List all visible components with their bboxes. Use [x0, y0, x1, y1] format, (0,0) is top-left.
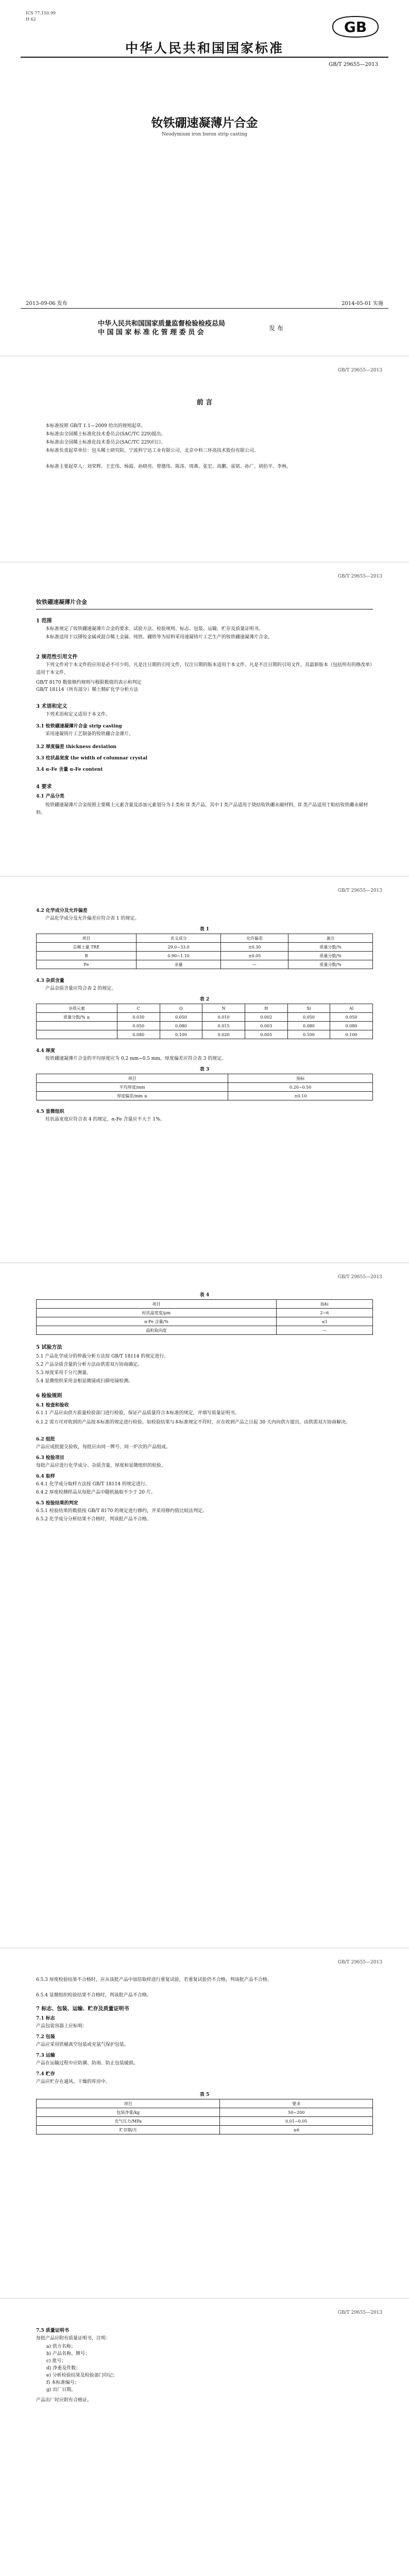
- table-cell: 充气压力/MPa: [37, 2117, 220, 2126]
- table-cell: ≤1: [276, 1317, 372, 1326]
- table-cell: Fe: [37, 960, 137, 969]
- section-text: 下列术语和定义适用于本文件。: [45, 712, 111, 717]
- table-cell: 0.90~1.10: [137, 952, 221, 960]
- table-cell: ±0.10: [228, 1092, 373, 1100]
- table-row: [37, 2108, 373, 2117]
- subsection-heading: 4.4 厚度: [36, 1048, 55, 1054]
- table-caption: 表 1: [199, 927, 210, 932]
- table-cell: α-Fe 含量/%: [37, 1317, 277, 1326]
- table-row: [37, 2117, 373, 2126]
- table-cell: —: [276, 1326, 372, 1335]
- content-page-2: [21, 881, 388, 1221]
- section-text: 产品化学成分及允许偏差应符合表 1 的规定。: [45, 916, 140, 921]
- table-cell: 柱状晶宽度/μm: [37, 1309, 277, 1317]
- table-cell: 厚度偏差/mm ≤: [37, 1092, 228, 1100]
- content-page-3: [21, 1267, 388, 1577]
- table-row: [37, 1309, 373, 1317]
- clause-line: 每批产品应附有质量证明书，注明：: [36, 2336, 111, 2341]
- table-cell: 0.100: [330, 1030, 373, 1039]
- table-cell: 0.050: [117, 1022, 160, 1030]
- table-header-row: [37, 2099, 373, 2108]
- table-header-cell: N: [202, 1004, 245, 1013]
- clause-line: 6.1.2 需方可对收到的产品按本标准的规定进行检验。如检验结果与本标准规定不符时，应在收到产品之日起 30 天内向供方提出，由供需双方协商解决。: [36, 1420, 350, 1425]
- term-def: 采用速凝铸片工艺制备的钕铁硼合金薄片。: [45, 732, 134, 737]
- table-cell: 0.100: [287, 1030, 330, 1039]
- cover-page: [21, 5, 388, 345]
- table-cell: 晶粒取向度: [37, 1326, 277, 1335]
- ics-line: ICS 77.150.99: [26, 11, 56, 15]
- page-separator: [0, 1262, 409, 1263]
- table-caption: 表 3: [199, 1067, 210, 1072]
- table-cell: 0.050: [330, 1013, 373, 1022]
- table-caption: 表 2: [199, 997, 210, 1002]
- impurity-table: [36, 1004, 373, 1039]
- subsection-heading: 6.4 取样: [36, 1474, 55, 1479]
- page-header: GB/T 29655—2013: [337, 888, 382, 893]
- ics-code: [26, 10, 56, 23]
- list-item: a) 供方名称；: [46, 2344, 76, 2349]
- table-cell: 29.0~33.0: [137, 943, 221, 952]
- table-caption: 表 5: [199, 2092, 210, 2097]
- section-text: 产品杂质含量应符合表 2 的规定。: [45, 986, 116, 991]
- table-header-cell: Si: [287, 1004, 330, 1013]
- document-title-english: Neodymium iron boron strip casting: [162, 132, 247, 137]
- clause-line: 6.5.2 化学成分分析结果不合格时，判该批产品不合格。: [36, 1517, 151, 1522]
- reference-item: GB/T 18114（所有部分）稀土精矿化学分析方法: [36, 687, 139, 692]
- clause-line: 6.4.2 厚度检测样品从每批产品中随机抽取不少于 20 片。: [36, 1490, 156, 1495]
- clause-line: 6.5.3 厚度检验结果不合格时，应从该批产品中加倍取样进行重复试验，若重复试验仍不合格，判该批产品不合格。: [36, 1977, 272, 1982]
- page-header: GB/T 29655—2013: [337, 1960, 382, 1965]
- issuer-line: 中 国 国 家 标 准 化 管 理 委 员 会: [98, 329, 204, 336]
- table-header-cell: 名义成分: [137, 934, 221, 943]
- section-text: 下列文件对于本文件的应用是必不可少的。凡是注日期的引用文件，仅注日期的版本适用于本文件。凡是不注日期的引用文件，其最新版本（包括所有的修改单）适用于本文件。: [36, 663, 372, 675]
- subsection-heading: 4.1 产品分类: [36, 794, 64, 799]
- subsection-heading: 6.3 检验项目: [36, 1455, 64, 1461]
- content-page-4: [21, 1953, 388, 2272]
- content-page-1: [21, 567, 388, 855]
- subsection-heading: 7.2 包装: [36, 2035, 55, 2040]
- table-header-cell: 项目: [37, 1074, 228, 1083]
- page-separator: [0, 876, 409, 877]
- table-row: [37, 1030, 373, 1039]
- table-cell: B: [37, 952, 137, 960]
- standard-number: GB/T 29655—2013: [329, 62, 378, 67]
- table-cell: 0.010: [202, 1013, 245, 1022]
- section-heading: 7 标志、包装、运输、贮存及质量证明书: [36, 2006, 129, 2012]
- thickness-table: [36, 1074, 373, 1100]
- page-header: GB/T 29655—2013: [337, 574, 382, 579]
- foreword-para: 本标准由全国稀土标准化技术委员会(SAC/TC 229)归口。: [45, 440, 166, 445]
- table-cell: 0.080: [287, 1022, 330, 1030]
- table-header-cell: 允许偏差: [221, 934, 288, 943]
- table-cell: 质量分数/%: [288, 943, 373, 952]
- page-header: GB/T 29655—2013: [337, 368, 382, 373]
- table-cell: —: [221, 960, 288, 969]
- table-cell: 质量分数/% ≤: [37, 1013, 117, 1022]
- table-cell: 0.030: [117, 1013, 160, 1022]
- section-heading: 4 要求: [36, 784, 52, 790]
- issuer-tail: 发 布: [269, 325, 283, 332]
- table-cell: 0.050: [287, 1013, 330, 1022]
- page-separator: [0, 1947, 409, 1948]
- table-cell: ±0.30: [221, 943, 288, 952]
- publish-date: 2013-09-06 发布: [26, 301, 67, 307]
- table-cell: 质量分数/%: [288, 952, 373, 960]
- table-cell: 0.020: [202, 1030, 245, 1039]
- table-row: [37, 1092, 373, 1100]
- table-cell: 余量: [137, 960, 221, 969]
- issuer-names: [98, 319, 225, 337]
- table-row: [37, 1317, 373, 1326]
- subsection-heading: 7.3 运输: [36, 2053, 55, 2058]
- packing-table: [36, 2099, 373, 2134]
- foreword-para: 本标准按照 GB/T 1.1—2009 给出的规则起草。: [45, 423, 146, 429]
- section-heading: 6 检验规则: [36, 1393, 62, 1399]
- clause-line: 产品应成批提交验收，每批应由同一牌号、同一炉次的产品组成。: [36, 1445, 171, 1450]
- list-item: c) 批号；: [46, 2359, 66, 2364]
- section-heading: 1 范围: [36, 618, 52, 624]
- page-separator: [0, 355, 409, 357]
- table-cell: 0.015: [202, 1022, 245, 1030]
- clause-line: 6.5.1 检验结果的数值按 GB/T 8170 的规定进行修约，并采用修约值比较法判定。: [36, 1509, 208, 1514]
- term-item: 3.1 钕铁硼速凝薄片合金 strip casting: [36, 724, 122, 729]
- table-cell: 2~6: [276, 1309, 372, 1317]
- table-row: [37, 1022, 373, 1030]
- table-header-cell: Al: [330, 1004, 373, 1013]
- foreword-para: 本标准由全国稀土标准化技术委员会(SAC/TC 229)提出。: [45, 432, 166, 437]
- section-text: 钕铁硼速凝薄片合金按照主要稀土元素含量及添加元素划分为 I 类和 II 类产品，其中 I 类产品适用于烧结钕铁硼永磁材料，II 类产品适用于粘结钕铁硼永磁材料。: [36, 803, 368, 816]
- table-header-cell: 指标: [228, 1074, 373, 1083]
- table-header-row: [37, 1004, 373, 1013]
- clause-line: 每批产品应进行化学成分、杂质含量、厚度和显微组织的检验。: [36, 1463, 166, 1468]
- effective-date: 2014-05-01 实施: [342, 301, 383, 307]
- section-heading: 2 规范性引用文件: [36, 654, 78, 660]
- subsection-heading: 6.2 组批: [36, 1437, 55, 1442]
- list-item: e) 分析检验结果及检验部门印记；: [46, 2373, 117, 2378]
- foreword-para: 本标准主要起草人：刘荣辉、王宏伟、杨霞、孙晓亮、曾德伟、陈涛、周燕、张宏、高鹏、雷铭、孙广、胡伯平、李林。: [45, 464, 292, 469]
- table-row: [37, 2126, 373, 2134]
- clause-line: 产品应贮存在通风、干燥的库房中。: [36, 2079, 111, 2084]
- issuer-line: 中华人民共和国国家质量监督检验检疫总局: [98, 320, 226, 328]
- table-header-cell: H: [245, 1004, 287, 1013]
- section-text: 钕铁硼速凝薄片合金的平均厚度应为 0.2 mm~0.5 mm，厚度偏差应符合表 3 的规定。: [45, 1056, 227, 1061]
- section-text: 本标准适用于以镨钕金属或混合稀土金属、纯铁、硼铁等为原料采用速凝铸片工艺生产的钕铁硼速凝薄片合金。: [45, 635, 273, 640]
- clause-line: 产品应采用铁桶真空包装或充氩气保护包装。: [36, 2042, 129, 2047]
- foreword-page: [21, 361, 388, 536]
- table-cell: [37, 1022, 117, 1030]
- term-item: 3.4 α-Fe 含量 α-Fe content: [36, 767, 103, 772]
- foreword-para: 本标准负责起草单位：包头稀土研究院、宁波科宁达工业有限公司、北京中科三环高技术股份有限公司。: [45, 448, 259, 453]
- table-header-cell: 指标: [276, 1300, 372, 1309]
- content-page-5: [21, 2303, 388, 2509]
- table-cell: 0.050: [160, 1013, 202, 1022]
- table-row: [37, 1083, 373, 1092]
- national-standard-title: 中华人民共和国国家标准: [125, 41, 284, 56]
- ccs-line: H 62: [26, 17, 36, 22]
- standard-title-bar: 钕铁硼速凝薄片合金: [36, 598, 373, 609]
- subsection-heading: 4.3 杂质含量: [36, 978, 64, 984]
- table-cell: 0.080: [117, 1030, 160, 1039]
- table-cell: ≤6: [220, 2126, 373, 2134]
- table-header-row: [37, 1300, 373, 1309]
- table-row: [37, 960, 373, 969]
- clause-line: 5.3 厚度采用千分尺测量。: [36, 1370, 92, 1376]
- section-text: 柱状晶宽度应符合表 4 的规定，α-Fe 含量应不大于 1%。: [45, 1117, 165, 1122]
- table-header-cell: 备注: [288, 934, 373, 943]
- table-row: [37, 943, 373, 952]
- table-header-cell: 项目: [37, 934, 137, 943]
- table-cell: 0.080: [160, 1022, 202, 1030]
- table-header-cell: 项目: [37, 1300, 277, 1309]
- table-cell: 平均厚度/mm: [37, 1083, 228, 1092]
- table-row: [37, 952, 373, 960]
- table-row: [37, 1326, 373, 1335]
- table-header-cell: 杂质元素: [37, 1004, 117, 1013]
- section-text: 本标准规定了钕铁硼速凝薄片合金的要求、试验方法、检验规则、标志、包装、运输、贮存及质量证明书。: [45, 626, 264, 632]
- list-item: f) 本标准编号；: [46, 2380, 79, 2385]
- table-cell: 0.005: [245, 1030, 287, 1039]
- clause-line: 产品在运输过程中应防潮、防雨、防止包装破损。: [36, 2061, 139, 2066]
- list-item: g) 出厂日期。: [46, 2387, 76, 2393]
- term-item: 3.2 厚度偏差 thickness deviation: [36, 744, 116, 750]
- clause-line: 5.4 显微组织采用金相显微镜或扫描电镜检测。: [36, 1379, 133, 1384]
- subsection-heading: 7.1 标志: [36, 2016, 55, 2021]
- gb-logo: [332, 15, 379, 38]
- table-cell: 0.080: [330, 1022, 373, 1030]
- table-header-row: [37, 934, 373, 943]
- table-cell: 0.20~0.50: [228, 1083, 373, 1092]
- clause-line: 产品包装容器上应标明：: [36, 2024, 88, 2029]
- table-header-row: [37, 1074, 373, 1083]
- subsection-heading: 7.4 贮存: [36, 2072, 55, 2077]
- table-cell: 包装净重/kg: [37, 2108, 220, 2117]
- document-title: 钕铁硼速凝薄片合金: [151, 116, 258, 130]
- table-header-cell: O: [160, 1004, 202, 1013]
- table-caption: 表 4: [199, 1293, 210, 1298]
- table-header-cell: 项目: [37, 2099, 220, 2108]
- date-rule: [21, 308, 388, 309]
- microstructure-table: [36, 1299, 373, 1335]
- section-heading: 3 术语和定义: [36, 704, 67, 709]
- table-cell: 50~200: [220, 2108, 373, 2117]
- table-cell: 0.003: [245, 1022, 287, 1030]
- table-header-cell: C: [117, 1004, 160, 1013]
- clause-line: 产品出厂时应附有合格证。: [36, 2398, 92, 2403]
- section-heading: 5 试验方法: [36, 1345, 62, 1350]
- page-header: GB/T 29655—2013: [337, 2310, 382, 2315]
- table-cell: 贮存期/月: [37, 2126, 220, 2134]
- svg-text:GB: GB: [344, 19, 367, 36]
- page-separator: [0, 562, 409, 563]
- table-cell: ±0.05: [221, 952, 288, 960]
- table-cell: 总稀土量 TRE: [37, 943, 137, 952]
- clause-line: 6.5.4 显微组织检验结果不合格时，判该批产品不合格。: [36, 1993, 151, 1998]
- subsection-heading: 6.1 检查和验收: [36, 1403, 69, 1408]
- table-header-cell: 要求: [220, 2099, 373, 2108]
- subsection-heading: 7.5 质量证明书: [36, 2328, 69, 2333]
- composition-table: [36, 934, 373, 969]
- table-cell: 0.100: [160, 1030, 202, 1039]
- subsection-heading: 6.5 检验结果的判定: [36, 1501, 78, 1506]
- table-cell: 质量分数/%: [288, 960, 373, 969]
- clause-line: 6.1.1 产品应由供方质量检验部门进行检验，保证产品质量符合本标准的规定，并填写质量证明书。: [36, 1411, 240, 1416]
- reference-item: GB/T 8170 数值修约规则与极限数值的表示和判定: [36, 680, 142, 685]
- clause-line: 5.1 产品化学成分的仲裁分析方法按 GB/T 18114 的规定进行。: [36, 1354, 169, 1359]
- foreword-heading: 前 言: [196, 399, 213, 406]
- list-item: b) 产品名称、牌号；: [46, 2351, 90, 2357]
- page-separator: [0, 2298, 409, 2299]
- table-cell: [37, 1030, 117, 1039]
- subsection-heading: 4.2 化学成分及允许偏差: [36, 908, 88, 913]
- table-row: [37, 1013, 373, 1022]
- clause-line: 5.2 产品杂质含量的分析方法由供需双方协商确定。: [36, 1362, 143, 1367]
- subsection-heading: 4.5 显微组织: [36, 1109, 64, 1114]
- cover-rule: [21, 57, 388, 58]
- term-item: 3.3 柱状晶宽度 the width of columnar crystal: [36, 756, 147, 761]
- table-cell: 0.01~0.05: [220, 2117, 373, 2126]
- table-cell: 0.002: [245, 1013, 287, 1022]
- clause-line: 6.4.1 化学成分取样方法按 GB/T 18114 的规定进行。: [36, 1482, 150, 1487]
- list-item: d) 净重及件数；: [46, 2366, 81, 2371]
- page-header: GB/T 29655—2013: [337, 1275, 382, 1280]
